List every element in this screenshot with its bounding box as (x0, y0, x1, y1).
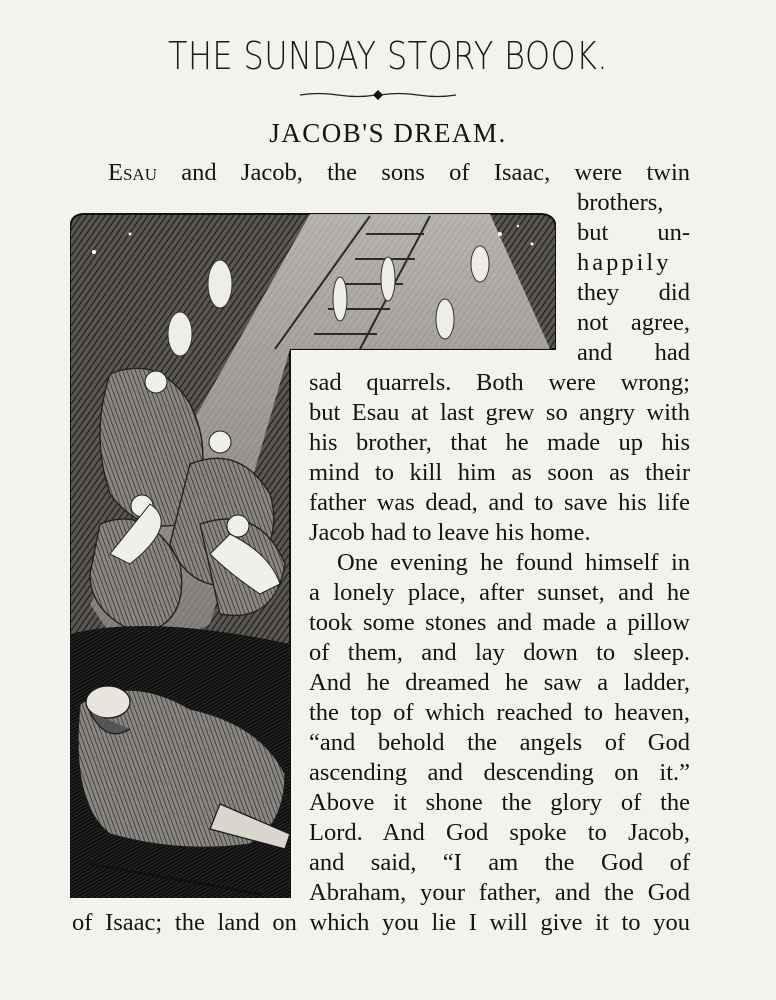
text-line: brothers, (577, 189, 664, 216)
text-line: they did (577, 279, 690, 306)
text-line: mind to kill him as soon as their (309, 459, 690, 486)
text-line: a lonely place, after sunset, and he (309, 579, 690, 606)
text-line: but un- (577, 219, 690, 246)
engraving-jacobs-ladder-icon (70, 204, 556, 898)
text-line: Above it shone the glory of the (309, 789, 690, 816)
text-line: “and behold the angels of God (309, 729, 690, 756)
text-line: Abraham, your father, and the God (309, 879, 690, 906)
running-head: THE SUNDAY STORY BOOK. (168, 34, 608, 78)
text-line: of them, and lay down to sleep. (309, 639, 690, 666)
text-line: ascending and descending on it.” (309, 759, 690, 786)
text-line: happily (577, 249, 672, 276)
text-line: the top of which reached to heaven, (309, 699, 690, 726)
text-line: Lord. And God spoke to Jacob, (309, 819, 690, 846)
text-line: And he dreamed he saw a ladder, (309, 669, 690, 696)
ornament-rule-icon (298, 88, 458, 102)
text-line: his brother, that he made up his (309, 429, 690, 456)
text-line: father was dead, and to save his life (309, 489, 690, 516)
text-line: Jacob had to leave his home. (309, 519, 591, 546)
text-line: but Esau at last grew so angry with (309, 399, 690, 426)
chapter-title: JACOB'S DREAM. (269, 118, 507, 148)
text-line: of Isaac; the land on which you lie I will give it to you (72, 909, 690, 936)
text-line: took some stones and made a pillow (309, 609, 690, 636)
text-line: and said, “I am the God of (309, 849, 690, 876)
text-line: sad quarrels. Both were wrong; (309, 369, 690, 396)
text-line: not agree, (577, 309, 690, 336)
text-line: Esau and Jacob, the sons of Isaac, were twin (108, 159, 690, 186)
text-line: and had (577, 339, 690, 366)
text-line: One evening he found himself in (337, 549, 690, 576)
first-word: Esau (108, 159, 157, 186)
